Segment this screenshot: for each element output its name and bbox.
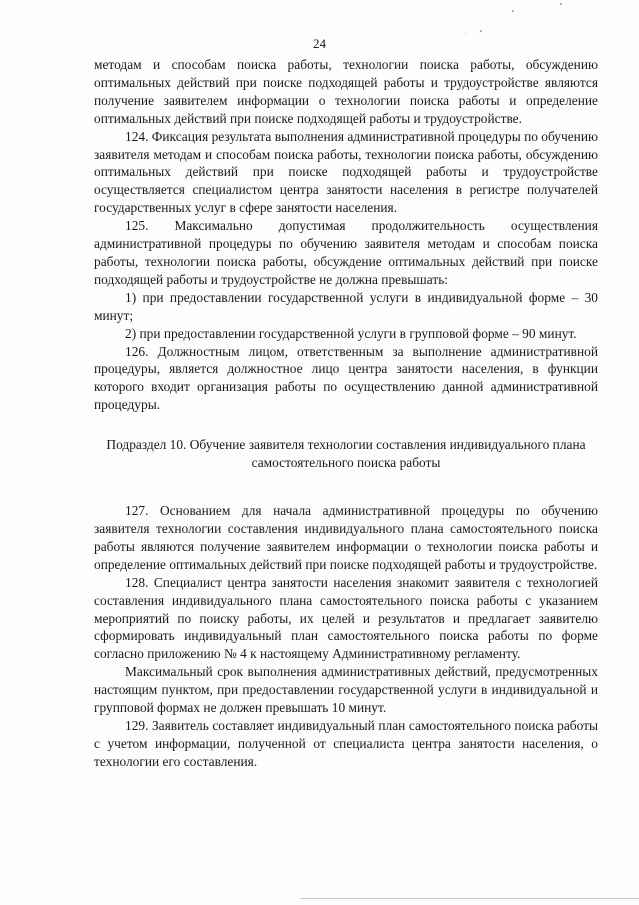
paragraph-continuation: методам и способам поиска работы, технологии поиска работы, обсуждению оптимальных действий при поиске подходящей работы и трудоустройстве являются получение заявителем информации о технологии поиска работы и определение оптимальных действий при поиске подходящей работы и трудоустройстве. [94, 57, 598, 126]
paragraph-126: 126. Должностным лицом, ответственным за выполнение административной процедуры, является должностное лицо центра занятости населения, в функции которого входит организация работы по осуществлению данной административной процедуры. [94, 343, 598, 413]
page-number: 24 [313, 36, 326, 51]
scan-edge-line [300, 898, 639, 899]
paragraph-125-item-1: 1) при предоставлении государственной услуги в индивидуальной форме – 30 минут; [94, 289, 598, 323]
paragraph-124: 124. Фиксация результата выполнения административной процедуры по обучению заявителя методам и способам поиска работы, технологии поиска работы, обсуждению оптимальных действий при поиске подходящей работы и трудоустройстве осуществляется специалистом центра занятости населения в регистре получателей государственных услуг в сфере занятости населения. [94, 128, 598, 216]
paragraph-125: 125. Максимально допустимая продолжительность осуществления административной процедуры по обучению заявителя методам и способам поиска работы, технологии поиска работы, обсуждение оптимальных действий при поиске подходящей работы и трудоустройстве не должна превышать: [94, 218, 598, 287]
scan-speck [560, 3, 562, 5]
subsection-heading: Подраздел 10. Обучение заявителя технологии составления индивидуального плана самостоятельного поиска работы [106, 437, 586, 471]
scan-speck [480, 30, 482, 32]
paragraph-128: 128. Специалист центра занятости населения знакомит заявителя с технологией составления индивидуального плана самостоятельного поиска работы с указанием мероприятий по поиску работы, их целей и результатов и предлагает заявителю сформировать индивидуальный план самостоятельного поиска работы по форме согласно приложению № 4 к настоящему Административному регламенту. [94, 574, 598, 662]
paragraph-128-time-limit: Максимальный срок выполнения административных действий, предусмотренных настоящим пунктом, при предоставлении государственной услуги в индивидуальной и групповой формах не должен превышать 10 минут. [94, 664, 598, 716]
paragraph-125-item-2: 2) при предоставлении государственной услуги в групповой форме – 90 минут. [125, 325, 577, 341]
document-body [94, 56, 598, 771]
paragraph-127: 127. Основанием для начала административной процедуры по обучению заявителя технологии составления индивидуального плана самостоятельного поиска работы являются получение заявителем информации о технологии поиска работы и определение оптимальных действий при поиске подходящей работы и трудоустройстве. [94, 503, 598, 572]
scan-speck [465, 33, 466, 34]
paragraph-129: 129. Заявитель составляет индивидуальный план самостоятельного поиска работы с учетом информации, полученной от специалиста центра занятости населения, о технологии его составления. [94, 718, 598, 769]
scan-speck [512, 10, 514, 12]
